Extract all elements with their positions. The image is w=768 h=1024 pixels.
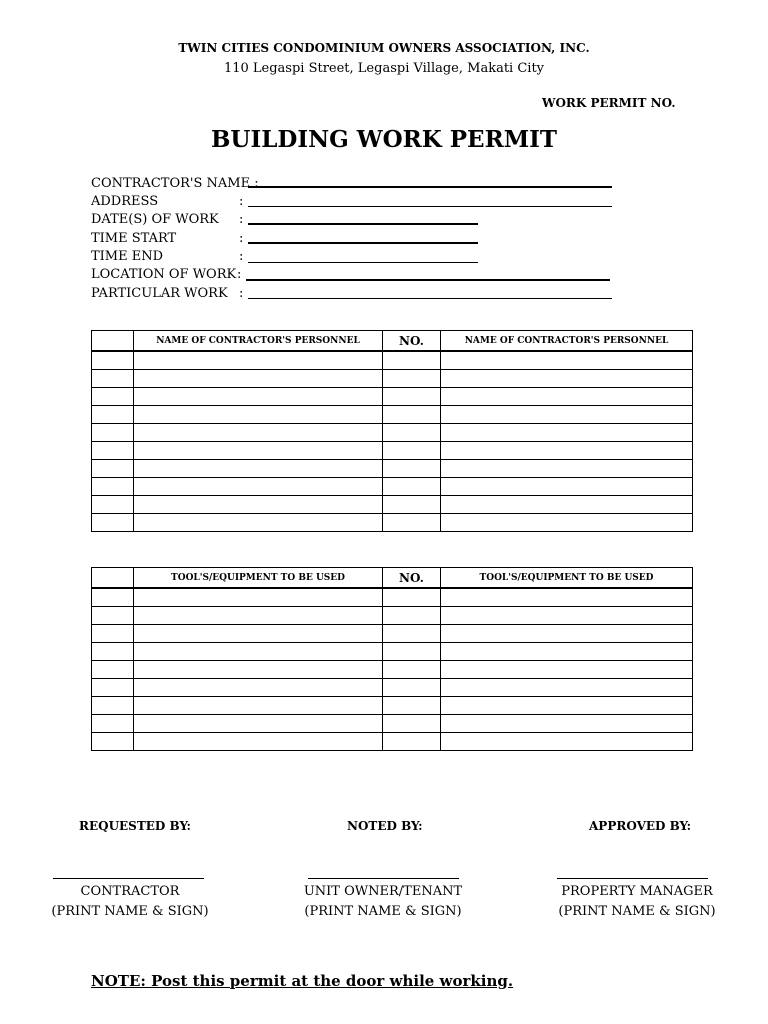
table-cell[interactable]	[383, 496, 441, 514]
table-cell[interactable]	[92, 625, 134, 643]
table-row	[92, 625, 693, 643]
field-label-location-of-work: LOCATION OF WORK	[91, 267, 237, 282]
table-cell[interactable]	[134, 715, 383, 733]
requested-by-label: REQUESTED BY:	[79, 819, 191, 833]
table-cell[interactable]	[383, 514, 441, 532]
time-start-line[interactable]	[248, 242, 478, 244]
table-cell[interactable]	[92, 478, 134, 496]
table-cell[interactable]	[441, 460, 693, 478]
table-cell[interactable]	[383, 643, 441, 661]
table-cell[interactable]	[383, 424, 441, 442]
table-cell[interactable]	[92, 715, 134, 733]
print-name-sign-hint: (PRINT NAME & SIGN)	[51, 904, 209, 919]
field-label-particular-work: PARTICULAR WORK	[91, 286, 228, 301]
field-label-contractor-name: CONTRACTOR'S NAME :	[91, 176, 259, 191]
table-cell[interactable]	[441, 514, 693, 532]
row-number-header	[92, 568, 134, 589]
table-cell[interactable]	[92, 679, 134, 697]
table-cell[interactable]	[92, 733, 134, 751]
work-permit-no-label: WORK PERMIT NO.	[542, 96, 676, 110]
table-cell[interactable]	[441, 424, 693, 442]
table-row	[92, 661, 693, 679]
table-cell[interactable]	[441, 661, 693, 679]
table-cell[interactable]	[92, 661, 134, 679]
table-cell[interactable]	[441, 442, 693, 460]
table-cell[interactable]	[134, 588, 383, 607]
table-cell[interactable]	[383, 370, 441, 388]
row-number-header	[92, 331, 134, 352]
table-cell[interactable]	[441, 588, 693, 607]
table-row	[92, 679, 693, 697]
table-row	[92, 697, 693, 715]
table-cell[interactable]	[134, 661, 383, 679]
table-cell[interactable]	[92, 442, 134, 460]
field-label-address: ADDRESS	[91, 194, 159, 209]
table-cell[interactable]	[134, 733, 383, 751]
property-manager-role: PROPERTY MANAGER	[561, 884, 713, 899]
table-row	[92, 460, 693, 478]
field-colon: :	[239, 231, 244, 246]
noted-by-label: NOTED BY:	[347, 819, 423, 833]
table-cell[interactable]	[383, 478, 441, 496]
table-row	[92, 588, 693, 607]
particular-work-line[interactable]	[248, 298, 612, 299]
unit-owner-role: UNIT OWNER/TENANT	[303, 884, 463, 899]
table-cell[interactable]	[383, 661, 441, 679]
table-cell[interactable]	[134, 478, 383, 496]
unit-owner-signature-line[interactable]	[308, 878, 459, 879]
field-label-time-start: TIME START	[91, 231, 177, 246]
table-cell[interactable]	[134, 607, 383, 625]
contractor-signature-line[interactable]	[53, 878, 204, 879]
table-row	[92, 406, 693, 424]
table-row	[92, 424, 693, 442]
table-cell[interactable]	[441, 643, 693, 661]
table-cell[interactable]	[383, 607, 441, 625]
table-cell[interactable]	[92, 607, 134, 625]
personnel-table	[91, 330, 693, 532]
table-cell[interactable]	[134, 370, 383, 388]
location-of-work-line[interactable]	[246, 279, 610, 281]
table-cell[interactable]	[383, 388, 441, 406]
property-manager-signature-line[interactable]	[557, 878, 708, 879]
table-row	[92, 442, 693, 460]
table-cell[interactable]	[383, 406, 441, 424]
table-cell[interactable]	[134, 424, 383, 442]
field-colon: :	[237, 267, 242, 282]
table-cell[interactable]	[92, 351, 134, 370]
table-cell[interactable]	[134, 625, 383, 643]
table-cell[interactable]	[441, 370, 693, 388]
table-row	[92, 607, 693, 625]
table-cell[interactable]	[134, 388, 383, 406]
table-cell[interactable]	[383, 442, 441, 460]
table-cell[interactable]	[383, 588, 441, 607]
table-cell[interactable]	[383, 351, 441, 370]
table-cell[interactable]	[441, 351, 693, 370]
table-row	[92, 388, 693, 406]
table-cell[interactable]	[92, 406, 134, 424]
contractor-role: CONTRACTOR	[80, 884, 180, 899]
table-row	[92, 496, 693, 514]
table-cell[interactable]	[383, 733, 441, 751]
table-cell[interactable]	[441, 607, 693, 625]
dates-of-work-line[interactable]	[248, 223, 478, 225]
field-label-time-end: TIME END	[91, 249, 164, 264]
table-cell[interactable]	[383, 625, 441, 643]
number-header: NO.	[383, 568, 441, 589]
table-cell[interactable]	[441, 697, 693, 715]
page-title: BUILDING WORK PERMIT	[210, 126, 558, 153]
personnel-name-header: NAME OF CONTRACTOR'S PERSONNEL	[134, 331, 383, 352]
table-cell[interactable]	[134, 679, 383, 697]
table-row	[92, 715, 693, 733]
approved-by-label: APPROVED BY:	[589, 819, 692, 833]
table-cell[interactable]	[441, 496, 693, 514]
posting-note: NOTE: Post this permit at the door while working.	[91, 972, 514, 990]
table-cell[interactable]	[383, 715, 441, 733]
table-cell[interactable]	[92, 370, 134, 388]
table-cell[interactable]	[441, 625, 693, 643]
table-cell[interactable]	[441, 388, 693, 406]
tools-header: TOOL'S/EQUIPMENT TO BE USED	[441, 568, 693, 589]
table-cell[interactable]	[134, 643, 383, 661]
tools-header: TOOL'S/EQUIPMENT TO BE USED	[134, 568, 383, 589]
table-cell[interactable]	[134, 697, 383, 715]
field-colon: :	[239, 286, 244, 301]
table-cell[interactable]	[134, 496, 383, 514]
field-colon: :	[239, 249, 244, 264]
field-label-dates-of-work: DATE(S) OF WORK	[91, 212, 219, 227]
field-colon: :	[239, 194, 244, 209]
address-line[interactable]	[248, 206, 612, 207]
print-name-sign-hint: (PRINT NAME & SIGN)	[304, 904, 462, 919]
table-cell[interactable]	[441, 733, 693, 751]
organization-address: 110 Legaspi Street, Legaspi Village, Makati City	[223, 61, 545, 76]
table-row	[92, 351, 693, 370]
tools-table	[91, 567, 693, 751]
table-row	[92, 643, 693, 661]
organization-name: TWIN CITIES CONDOMINIUM OWNERS ASSOCIATION, INC.	[178, 41, 590, 55]
table-row	[92, 733, 693, 751]
table-cell[interactable]	[92, 697, 134, 715]
table-cell[interactable]	[383, 460, 441, 478]
table-cell[interactable]	[92, 643, 134, 661]
table-cell[interactable]	[441, 679, 693, 697]
personnel-name-header: NAME OF CONTRACTOR'S PERSONNEL	[441, 331, 693, 352]
number-header: NO.	[383, 331, 441, 352]
table-cell[interactable]	[441, 406, 693, 424]
table-cell[interactable]	[134, 514, 383, 532]
table-cell[interactable]	[383, 697, 441, 715]
table-cell[interactable]	[92, 460, 134, 478]
print-name-sign-hint: (PRINT NAME & SIGN)	[558, 904, 716, 919]
table-cell[interactable]	[92, 588, 134, 607]
table-cell[interactable]	[92, 388, 134, 406]
field-colon: :	[239, 212, 244, 227]
table-row	[92, 370, 693, 388]
time-end-line[interactable]	[248, 262, 478, 263]
table-cell[interactable]	[92, 496, 134, 514]
table-cell[interactable]	[441, 478, 693, 496]
table-cell[interactable]	[134, 406, 383, 424]
table-cell[interactable]	[134, 442, 383, 460]
table-cell[interactable]	[383, 679, 441, 697]
table-row	[92, 514, 693, 532]
table-cell[interactable]	[441, 715, 693, 733]
table-cell[interactable]	[92, 514, 134, 532]
table-row	[92, 478, 693, 496]
table-cell[interactable]	[134, 460, 383, 478]
table-cell[interactable]	[134, 351, 383, 370]
contractor-name-line[interactable]	[248, 186, 612, 188]
table-cell[interactable]	[92, 424, 134, 442]
